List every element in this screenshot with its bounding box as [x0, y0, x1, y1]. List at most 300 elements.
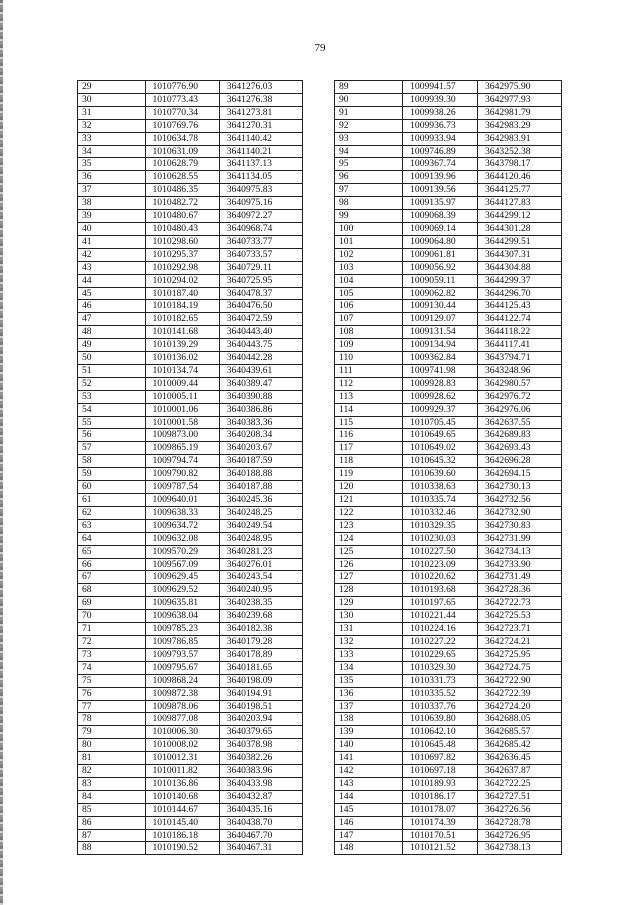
y-coordinate-cell: 3640729.11	[219, 261, 302, 274]
y-coordinate-cell: 3641276.03	[219, 81, 302, 94]
y-coordinate-cell: 3640187.88	[219, 481, 302, 494]
y-coordinate-cell: 3640194.91	[219, 687, 302, 700]
point-number-cell: 72	[78, 635, 146, 648]
table-row	[335, 842, 562, 855]
y-coordinate-cell: 3644299.37	[478, 274, 562, 287]
y-coordinate-cell: 3640187.59	[219, 455, 302, 468]
table-row	[78, 584, 303, 597]
table-row	[78, 687, 303, 700]
point-number-cell: 103	[335, 261, 403, 274]
point-number-cell: 54	[78, 403, 146, 416]
y-coordinate-cell: 3642724.20	[478, 700, 562, 713]
point-number-cell: 139	[335, 726, 403, 739]
table-row	[78, 235, 303, 248]
x-coordinate-cell: 1010329.30	[403, 661, 478, 674]
y-coordinate-cell: 3642728.78	[478, 816, 562, 829]
point-number-cell: 136	[335, 687, 403, 700]
table-row	[335, 222, 562, 235]
x-coordinate-cell: 1009570.29	[145, 545, 219, 558]
y-coordinate-cell: 3642983.91	[478, 132, 562, 145]
y-coordinate-cell: 3640435.16	[219, 803, 302, 816]
table-row	[335, 119, 562, 132]
point-number-cell: 49	[78, 339, 146, 352]
x-coordinate-cell: 1010639.60	[403, 468, 478, 481]
point-number-cell: 95	[335, 158, 403, 171]
y-coordinate-cell: 3640476.50	[219, 300, 302, 313]
table-row	[335, 235, 562, 248]
x-coordinate-cell: 1009741.98	[403, 364, 478, 377]
point-number-cell: 143	[335, 777, 403, 790]
x-coordinate-cell: 1009787.54	[145, 481, 219, 494]
y-coordinate-cell: 3641273.81	[219, 106, 302, 119]
x-coordinate-cell: 1010223.09	[403, 558, 478, 571]
table-row	[78, 610, 303, 623]
point-number-cell: 70	[78, 610, 146, 623]
x-coordinate-cell: 1010769.76	[145, 119, 219, 132]
point-number-cell: 80	[78, 739, 146, 752]
point-number-cell: 73	[78, 648, 146, 661]
point-number-cell: 107	[335, 313, 403, 326]
x-coordinate-cell: 1010221.44	[403, 610, 478, 623]
point-number-cell: 43	[78, 261, 146, 274]
point-number-cell: 36	[78, 171, 146, 184]
y-coordinate-cell: 3643252.38	[478, 145, 562, 158]
point-number-cell: 31	[78, 106, 146, 119]
table-row	[335, 777, 562, 790]
table-row	[335, 171, 562, 184]
table-row	[335, 184, 562, 197]
x-coordinate-cell: 1010220.62	[403, 571, 478, 584]
table-row	[78, 313, 303, 326]
point-number-cell: 111	[335, 364, 403, 377]
x-coordinate-cell: 1010170.51	[403, 829, 478, 842]
point-number-cell: 66	[78, 558, 146, 571]
point-number-cell: 91	[335, 106, 403, 119]
table-row	[78, 119, 303, 132]
y-coordinate-cell: 3640383.36	[219, 416, 302, 429]
y-coordinate-cell: 3642738.13	[478, 842, 562, 855]
x-coordinate-cell: 1009635.81	[145, 597, 219, 610]
x-coordinate-cell: 1009059.11	[403, 274, 478, 287]
point-number-cell: 98	[335, 197, 403, 210]
table-row	[335, 352, 562, 365]
point-number-cell: 81	[78, 752, 146, 765]
y-coordinate-cell: 3642728.36	[478, 584, 562, 597]
coordinates-table-left	[77, 80, 303, 855]
y-coordinate-cell: 3640182.38	[219, 623, 302, 636]
point-number-cell: 94	[335, 145, 403, 158]
table-row	[335, 442, 562, 455]
y-coordinate-cell: 3640178.89	[219, 648, 302, 661]
x-coordinate-cell: 1010005.11	[145, 390, 219, 403]
table-row	[335, 623, 562, 636]
table-row	[335, 790, 562, 803]
y-coordinate-cell: 3640968.74	[219, 222, 302, 235]
x-coordinate-cell: 1010140.68	[145, 790, 219, 803]
y-coordinate-cell: 3640276.01	[219, 558, 302, 571]
x-coordinate-cell: 1010141.68	[145, 326, 219, 339]
point-number-cell: 129	[335, 597, 403, 610]
y-coordinate-cell: 3640238.35	[219, 597, 302, 610]
table-row	[78, 106, 303, 119]
x-coordinate-cell: 1010331.73	[403, 674, 478, 687]
y-coordinate-cell: 3640478.37	[219, 287, 302, 300]
table-row	[335, 545, 562, 558]
point-number-cell: 115	[335, 416, 403, 429]
y-coordinate-cell: 3640245.36	[219, 494, 302, 507]
table-row	[78, 210, 303, 223]
y-coordinate-cell: 3642983.29	[478, 119, 562, 132]
table-row	[78, 816, 303, 829]
y-coordinate-cell: 3642636.45	[478, 752, 562, 765]
point-number-cell: 46	[78, 300, 146, 313]
point-number-cell: 89	[335, 81, 403, 94]
x-coordinate-cell: 1009928.83	[403, 377, 478, 390]
x-coordinate-cell: 1010298.60	[145, 235, 219, 248]
point-number-cell: 96	[335, 171, 403, 184]
point-number-cell: 128	[335, 584, 403, 597]
table-row	[335, 274, 562, 287]
table-row	[335, 377, 562, 390]
table-row	[78, 635, 303, 648]
y-coordinate-cell: 3640181.65	[219, 661, 302, 674]
x-coordinate-cell: 1009135.97	[403, 197, 478, 210]
point-number-cell: 33	[78, 132, 146, 145]
point-number-cell: 79	[78, 726, 146, 739]
x-coordinate-cell: 1009868.24	[145, 674, 219, 687]
point-number-cell: 29	[78, 81, 146, 94]
point-number-cell: 30	[78, 93, 146, 106]
table-row	[335, 532, 562, 545]
x-coordinate-cell: 1010006.30	[145, 726, 219, 739]
x-coordinate-cell: 1010634.78	[145, 132, 219, 145]
table-row	[78, 287, 303, 300]
table-row	[335, 81, 562, 94]
x-coordinate-cell: 1010645.48	[403, 739, 478, 752]
point-number-cell: 85	[78, 803, 146, 816]
table-row	[78, 403, 303, 416]
y-coordinate-cell: 3640472.59	[219, 313, 302, 326]
y-coordinate-cell: 3644299.51	[478, 235, 562, 248]
point-number-cell: 102	[335, 248, 403, 261]
x-coordinate-cell: 1010121.52	[403, 842, 478, 855]
x-coordinate-cell: 1009933.94	[403, 132, 478, 145]
table-row	[78, 274, 303, 287]
table-row	[335, 687, 562, 700]
point-number-cell: 88	[78, 842, 146, 855]
point-number-cell: 122	[335, 506, 403, 519]
point-number-cell: 147	[335, 829, 403, 842]
point-number-cell: 76	[78, 687, 146, 700]
y-coordinate-cell: 3640378.98	[219, 739, 302, 752]
y-coordinate-cell: 3641140.42	[219, 132, 302, 145]
x-coordinate-cell: 1010136.86	[145, 777, 219, 790]
y-coordinate-cell: 3640198.09	[219, 674, 302, 687]
table-row	[78, 132, 303, 145]
table-row	[335, 93, 562, 106]
x-coordinate-cell: 1009786.85	[145, 635, 219, 648]
y-coordinate-cell: 3640188.88	[219, 468, 302, 481]
y-coordinate-cell: 3642689.83	[478, 429, 562, 442]
y-coordinate-cell: 3640179.28	[219, 635, 302, 648]
point-number-cell: 68	[78, 584, 146, 597]
x-coordinate-cell: 1009794.74	[145, 455, 219, 468]
table-row	[78, 326, 303, 339]
x-coordinate-cell: 1009064.80	[403, 235, 478, 248]
point-number-cell: 52	[78, 377, 146, 390]
x-coordinate-cell: 1010337.76	[403, 700, 478, 713]
y-coordinate-cell: 3640386.86	[219, 403, 302, 416]
table-row	[78, 364, 303, 377]
x-coordinate-cell: 1010008.02	[145, 739, 219, 752]
point-number-cell: 74	[78, 661, 146, 674]
y-coordinate-cell: 3642637.55	[478, 416, 562, 429]
point-number-cell: 65	[78, 545, 146, 558]
y-coordinate-cell: 3642726.56	[478, 803, 562, 816]
x-coordinate-cell: 1009362.84	[403, 352, 478, 365]
table-row	[78, 597, 303, 610]
point-number-cell: 142	[335, 765, 403, 778]
x-coordinate-cell: 1010628.55	[145, 171, 219, 184]
table-row	[335, 339, 562, 352]
y-coordinate-cell: 3641134.05	[219, 171, 302, 184]
point-number-cell: 106	[335, 300, 403, 313]
y-coordinate-cell: 3642976.06	[478, 403, 562, 416]
y-coordinate-cell: 3644301.28	[478, 222, 562, 235]
x-coordinate-cell: 1010186.17	[403, 790, 478, 803]
point-number-cell: 71	[78, 623, 146, 636]
x-coordinate-cell: 1010193.68	[403, 584, 478, 597]
x-coordinate-cell: 1010649.02	[403, 442, 478, 455]
point-number-cell: 117	[335, 442, 403, 455]
point-number-cell: 48	[78, 326, 146, 339]
x-coordinate-cell: 1009367.74	[403, 158, 478, 171]
x-coordinate-cell: 1009139.56	[403, 184, 478, 197]
y-coordinate-cell: 3640249.54	[219, 519, 302, 532]
y-coordinate-cell: 3642722.73	[478, 597, 562, 610]
y-coordinate-cell: 3644122.74	[478, 313, 562, 326]
x-coordinate-cell: 1010184.19	[145, 300, 219, 313]
point-number-cell: 51	[78, 364, 146, 377]
table-row	[335, 261, 562, 274]
y-coordinate-cell: 3644125.77	[478, 184, 562, 197]
point-number-cell: 53	[78, 390, 146, 403]
point-number-cell: 130	[335, 610, 403, 623]
x-coordinate-cell: 1010332.46	[403, 506, 478, 519]
x-coordinate-cell: 1009793.57	[145, 648, 219, 661]
y-coordinate-cell: 3644307.31	[478, 248, 562, 261]
point-number-cell: 119	[335, 468, 403, 481]
y-coordinate-cell: 3641137.13	[219, 158, 302, 171]
table-row	[78, 842, 303, 855]
x-coordinate-cell: 1009640.01	[145, 494, 219, 507]
x-coordinate-cell: 1010329.35	[403, 519, 478, 532]
point-number-cell: 60	[78, 481, 146, 494]
point-number-cell: 87	[78, 829, 146, 842]
table-row	[78, 429, 303, 442]
x-coordinate-cell: 1010649.65	[403, 429, 478, 442]
x-coordinate-cell: 1009056.92	[403, 261, 478, 274]
y-coordinate-cell: 3642725.95	[478, 648, 562, 661]
y-coordinate-cell: 3643794.71	[478, 352, 562, 365]
point-number-cell: 113	[335, 390, 403, 403]
point-number-cell: 114	[335, 403, 403, 416]
x-coordinate-cell: 1009139.96	[403, 171, 478, 184]
x-coordinate-cell: 1010178.07	[403, 803, 478, 816]
table-row	[78, 558, 303, 571]
y-coordinate-cell: 3643798.17	[478, 158, 562, 171]
y-coordinate-cell: 3642726.95	[478, 829, 562, 842]
point-number-cell: 101	[335, 235, 403, 248]
y-coordinate-cell: 3642723.71	[478, 623, 562, 636]
point-number-cell: 59	[78, 468, 146, 481]
table-row	[335, 610, 562, 623]
y-coordinate-cell: 3642694.15	[478, 468, 562, 481]
table-row	[78, 700, 303, 713]
x-coordinate-cell: 1009746.89	[403, 145, 478, 158]
y-coordinate-cell: 3640443.40	[219, 326, 302, 339]
table-row	[335, 752, 562, 765]
x-coordinate-cell: 1010645.32	[403, 455, 478, 468]
y-coordinate-cell: 3644296.70	[478, 287, 562, 300]
table-row	[78, 300, 303, 313]
y-coordinate-cell: 3642732.56	[478, 494, 562, 507]
table-row	[78, 197, 303, 210]
y-coordinate-cell: 3642976.72	[478, 390, 562, 403]
point-number-cell: 45	[78, 287, 146, 300]
table-row	[335, 416, 562, 429]
y-coordinate-cell: 3642731.99	[478, 532, 562, 545]
table-row	[335, 661, 562, 674]
table-row	[335, 597, 562, 610]
y-coordinate-cell: 3640443.75	[219, 339, 302, 352]
table-row	[335, 506, 562, 519]
y-coordinate-cell: 3640439.61	[219, 364, 302, 377]
table-row	[78, 777, 303, 790]
table-row	[335, 326, 562, 339]
point-number-cell: 105	[335, 287, 403, 300]
point-number-cell: 78	[78, 713, 146, 726]
x-coordinate-cell: 1009938.26	[403, 106, 478, 119]
x-coordinate-cell: 1009130.44	[403, 300, 478, 313]
x-coordinate-cell: 1009632.08	[145, 532, 219, 545]
x-coordinate-cell: 1010295.37	[145, 248, 219, 261]
point-number-cell: 57	[78, 442, 146, 455]
table-row	[78, 648, 303, 661]
y-coordinate-cell: 3642730.13	[478, 481, 562, 494]
table-row	[335, 829, 562, 842]
point-number-cell: 137	[335, 700, 403, 713]
y-coordinate-cell: 3642693.43	[478, 442, 562, 455]
y-coordinate-cell: 3640198.51	[219, 700, 302, 713]
y-coordinate-cell: 3640382.26	[219, 752, 302, 765]
table-row	[78, 442, 303, 455]
point-number-cell: 138	[335, 713, 403, 726]
table-row	[78, 545, 303, 558]
table-row	[335, 739, 562, 752]
point-number-cell: 109	[335, 339, 403, 352]
page-number: 79	[314, 42, 326, 54]
x-coordinate-cell: 1010174.39	[403, 816, 478, 829]
point-number-cell: 131	[335, 623, 403, 636]
x-coordinate-cell: 1010012.31	[145, 752, 219, 765]
point-number-cell: 145	[335, 803, 403, 816]
table-row	[78, 803, 303, 816]
table-row	[78, 506, 303, 519]
table-row	[335, 364, 562, 377]
point-number-cell: 64	[78, 532, 146, 545]
point-number-cell: 144	[335, 790, 403, 803]
x-coordinate-cell: 1010009.44	[145, 377, 219, 390]
y-coordinate-cell: 3644299.12	[478, 210, 562, 223]
point-number-cell: 118	[335, 455, 403, 468]
y-coordinate-cell: 3644304.88	[478, 261, 562, 274]
point-number-cell: 97	[335, 184, 403, 197]
point-number-cell: 100	[335, 222, 403, 235]
x-coordinate-cell: 1009878.06	[145, 700, 219, 713]
table-row	[78, 352, 303, 365]
y-coordinate-cell: 3640248.95	[219, 532, 302, 545]
point-number-cell: 39	[78, 210, 146, 223]
y-coordinate-cell: 3640203.67	[219, 442, 302, 455]
point-number-cell: 77	[78, 700, 146, 713]
table-row	[335, 390, 562, 403]
point-number-cell: 38	[78, 197, 146, 210]
y-coordinate-cell: 3642722.25	[478, 777, 562, 790]
point-number-cell: 75	[78, 674, 146, 687]
x-coordinate-cell: 1010136.02	[145, 352, 219, 365]
point-number-cell: 125	[335, 545, 403, 558]
table-row	[78, 790, 303, 803]
point-number-cell: 34	[78, 145, 146, 158]
y-coordinate-cell: 3642732.90	[478, 506, 562, 519]
y-coordinate-cell: 3642724.75	[478, 661, 562, 674]
scan-edge-artifact	[0, 0, 3, 905]
y-coordinate-cell: 3640390.88	[219, 390, 302, 403]
x-coordinate-cell: 1009134.94	[403, 339, 478, 352]
x-coordinate-cell: 1010486.35	[145, 184, 219, 197]
table-row	[335, 468, 562, 481]
x-coordinate-cell: 1010227.22	[403, 635, 478, 648]
point-number-cell: 148	[335, 842, 403, 855]
x-coordinate-cell: 1010335.52	[403, 687, 478, 700]
x-coordinate-cell: 1009131.54	[403, 326, 478, 339]
table-row	[78, 248, 303, 261]
table-row	[78, 222, 303, 235]
table-row	[78, 468, 303, 481]
y-coordinate-cell: 3640438.70	[219, 816, 302, 829]
table-row	[78, 261, 303, 274]
point-number-cell: 55	[78, 416, 146, 429]
x-coordinate-cell: 1009634.72	[145, 519, 219, 532]
x-coordinate-cell: 1009877.08	[145, 713, 219, 726]
y-coordinate-cell: 3642637.87	[478, 765, 562, 778]
table-row	[335, 584, 562, 597]
y-coordinate-cell: 3642981.79	[478, 106, 562, 119]
x-coordinate-cell: 1009790.82	[145, 468, 219, 481]
y-coordinate-cell: 3642733.90	[478, 558, 562, 571]
point-number-cell: 121	[335, 494, 403, 507]
table-row	[335, 726, 562, 739]
point-number-cell: 42	[78, 248, 146, 261]
x-coordinate-cell: 1010182.65	[145, 313, 219, 326]
x-coordinate-cell: 1009062.82	[403, 287, 478, 300]
y-coordinate-cell: 3640972.27	[219, 210, 302, 223]
x-coordinate-cell: 1010001.58	[145, 416, 219, 429]
table-row	[335, 713, 562, 726]
table-row	[78, 623, 303, 636]
y-coordinate-cell: 3642685.57	[478, 726, 562, 739]
